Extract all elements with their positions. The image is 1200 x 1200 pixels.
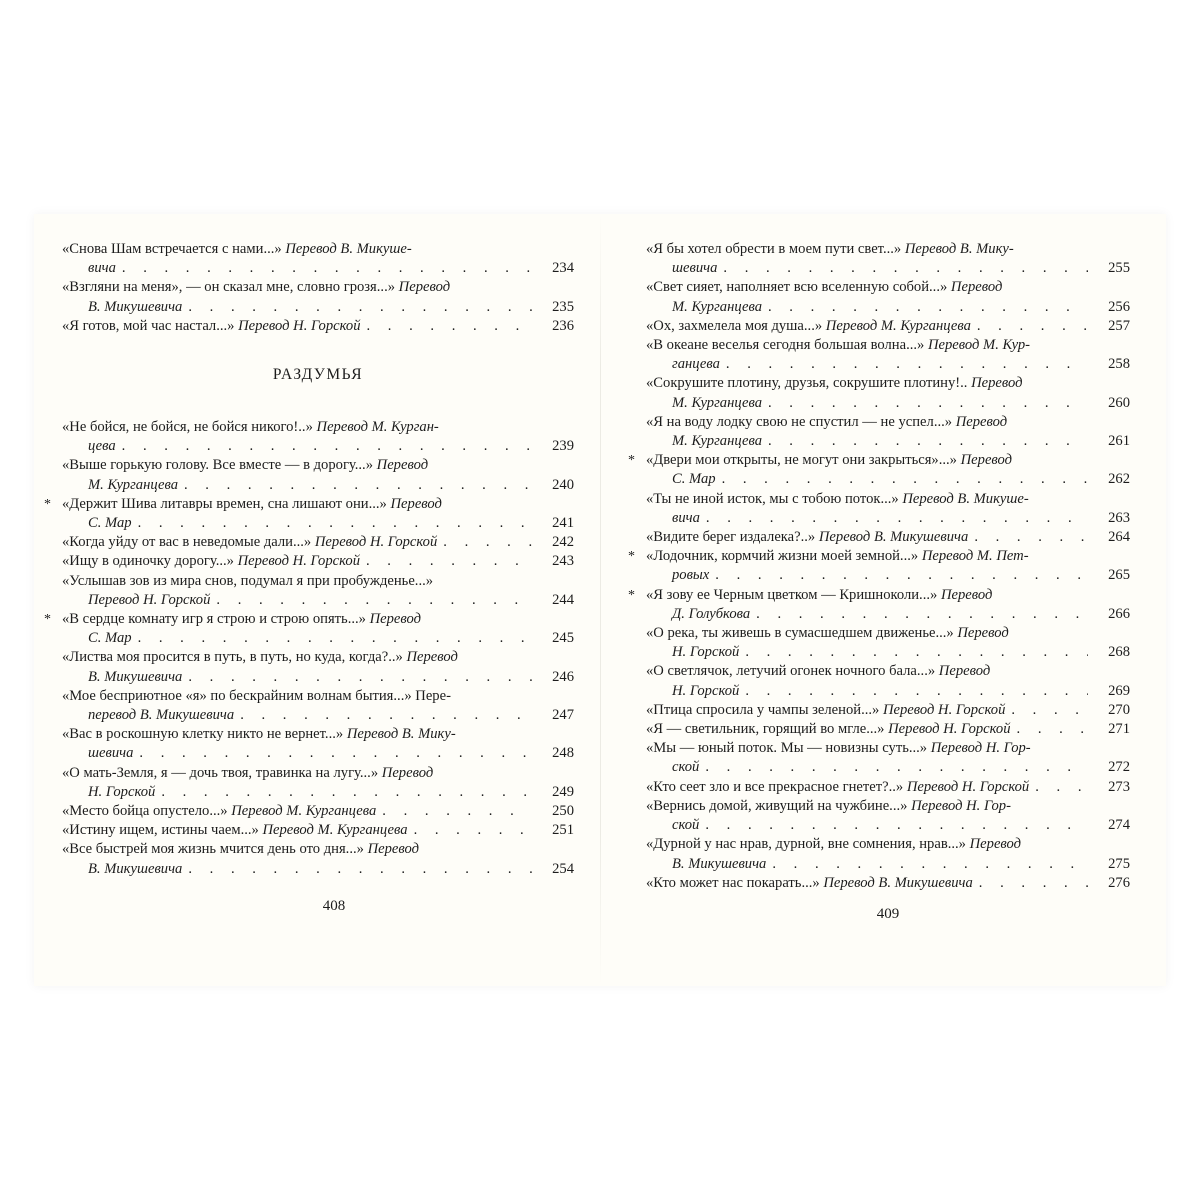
toc-entry-line <box>62 725 574 744</box>
leader-dots <box>974 528 1088 547</box>
toc-entry <box>62 240 574 278</box>
toc-entry-line <box>62 821 574 840</box>
toc-page-number: 261 <box>1108 433 1130 450</box>
leader-dots <box>122 437 532 456</box>
toc-entry <box>646 835 1130 873</box>
asterisk-mark: * <box>628 453 635 469</box>
leader-dots <box>414 821 532 840</box>
toc-page-number: 240 <box>552 476 574 493</box>
toc-entry-line <box>646 374 1130 393</box>
toc-entry-text: В. Микушевича <box>88 298 183 315</box>
toc-entry-line <box>62 317 574 336</box>
toc-entry-line <box>62 552 574 571</box>
leader-dots <box>723 259 1088 278</box>
toc-entry-text: «Когда уйду от вас в неведомые дали...» Перевод Н. Горской <box>62 534 438 551</box>
leader-dots <box>240 706 532 725</box>
toc-entry <box>646 413 1130 451</box>
toc-entry-text: Перевод Н. Горской <box>88 591 211 608</box>
toc-entry-line <box>62 259 574 278</box>
toc-page-number: 276 <box>1108 874 1130 891</box>
right-page-number: 409 <box>876 906 900 922</box>
toc-entry-line <box>646 451 1130 470</box>
toc-entry <box>628 586 1130 624</box>
toc-entry-line <box>62 514 574 533</box>
toc-page-number: 250 <box>552 803 574 820</box>
toc-entry-text: «Место бойца опустело...» Перевод М. Курганцева <box>62 803 377 820</box>
toc-entry-line <box>646 413 1130 432</box>
leader-dots <box>216 591 532 610</box>
toc-entry <box>62 572 574 610</box>
toc-page-number: 269 <box>1108 682 1130 699</box>
toc-page-number: 275 <box>1108 855 1130 872</box>
toc-entry-line <box>646 758 1130 777</box>
toc-entry-text: «Я готов, мой час настал...» Перевод Н. Горской <box>62 317 361 334</box>
toc-entry <box>62 764 574 802</box>
toc-entry-line <box>646 662 1130 681</box>
toc-entry-text: «Двери мои открыты, не могут они закрыться»...» Перевод <box>646 452 1013 469</box>
toc-page-number: 243 <box>552 553 574 570</box>
toc-page-number: 272 <box>1108 759 1130 776</box>
toc-entry <box>646 528 1130 547</box>
toc-entry-line <box>62 437 574 456</box>
toc-entry-text: шевича <box>672 260 718 277</box>
toc-entry-line <box>646 259 1130 278</box>
toc-entry <box>646 240 1130 278</box>
toc-entry-text: Д. Голубкова <box>672 605 751 622</box>
toc-page-number: 241 <box>552 515 574 532</box>
toc-page-number: 235 <box>552 298 574 315</box>
toc-entry-text: «Мы — юный поток. Мы — новизны суть...» Перевод Н. Гор- <box>646 740 1031 757</box>
toc-entry-line <box>646 739 1130 758</box>
toc-entry-text: ской <box>672 817 700 834</box>
toc-entry-line <box>646 317 1130 336</box>
toc-entry-line <box>646 566 1130 585</box>
toc-page-number: 257 <box>1108 317 1130 334</box>
toc-page-number: 265 <box>1108 567 1130 584</box>
toc-entry-text: «В океане веселья сегодня большая волна...» Перевод М. Кур- <box>646 337 1031 354</box>
toc-entry-line <box>62 298 574 317</box>
leader-dots <box>979 874 1088 893</box>
toc-page-number: 247 <box>552 707 574 724</box>
toc-entry <box>62 552 574 571</box>
toc-entry-line <box>646 240 1130 259</box>
toc-entry-line <box>62 764 574 783</box>
toc-entry <box>62 687 574 725</box>
toc-entry <box>62 456 574 494</box>
toc-entry-line <box>646 816 1130 835</box>
toc-page-number: 254 <box>552 860 574 877</box>
toc-page-number: 245 <box>552 630 574 647</box>
toc-entry-text: «Вернись домой, живущий на чужбине...» Перевод Н. Гор- <box>646 797 1011 814</box>
toc-entry <box>44 495 574 533</box>
toc-entry-text: «Держит Шива литавры времен, сна лишают они...» Перевод <box>62 495 442 512</box>
leader-dots <box>367 317 533 336</box>
toc-page-number: 256 <box>1108 298 1130 315</box>
toc-page-number: 266 <box>1108 605 1130 622</box>
leader-dots <box>745 682 1088 701</box>
toc-entry-text: Н. Горской <box>88 783 156 800</box>
toc-page-number: 262 <box>1108 471 1130 488</box>
leader-dots <box>366 552 532 571</box>
toc-entry <box>62 418 574 456</box>
toc-entry-line <box>62 476 574 495</box>
toc-entry-text: ской <box>672 759 700 776</box>
toc-entry-text: «Вас в роскошную клетку никто не вернет...» Перевод В. Мику- <box>62 726 456 743</box>
toc-entry-line <box>62 572 574 591</box>
toc-entry-line <box>646 778 1130 797</box>
leader-dots <box>768 394 1088 413</box>
toc-entry-text: «Кто сеет зло и все прекрасное гнетет?..» Перевод Н. Горской <box>646 778 1030 795</box>
leader-dots <box>706 509 1088 528</box>
toc-entry-line <box>646 278 1130 297</box>
leader-dots <box>184 476 532 495</box>
toc-entry <box>646 720 1130 739</box>
toc-entry-text: «Ищу в одиночку дорогу...» Перевод Н. Горской <box>62 553 360 570</box>
toc-entry-text: «Взгляни на меня», — он сказал мне, словно грозя...» Перевод <box>62 279 451 296</box>
toc-entry <box>62 725 574 763</box>
toc-entry-line <box>646 528 1130 547</box>
toc-page-number: 264 <box>1108 529 1130 546</box>
leader-dots <box>768 298 1088 317</box>
asterisk-mark: * <box>628 587 635 603</box>
toc-entry <box>62 840 574 878</box>
toc-entry <box>646 662 1130 700</box>
leader-dots <box>188 298 532 317</box>
toc-entry-line <box>62 495 574 514</box>
toc-entry-text: В. Микушевича <box>672 855 767 872</box>
toc-page-number: 268 <box>1108 644 1130 661</box>
leader-dots <box>138 514 532 533</box>
toc-entry-text: цева <box>88 438 116 455</box>
leader-dots <box>705 816 1088 835</box>
toc-entry-line <box>646 509 1130 528</box>
toc-entry-line <box>646 624 1130 643</box>
toc-entry-line <box>62 240 574 259</box>
toc-entry-text: «Все быстрей моя жизнь мчится день ото дня...» Перевод <box>62 841 419 858</box>
toc-entry-line <box>646 643 1130 662</box>
toc-entry-line <box>62 802 574 821</box>
toc-entry-line <box>646 874 1130 893</box>
toc-entry-text: «Не бойся, не бойся, не бойся никого!..» Перевод М. Курган- <box>62 419 439 436</box>
toc-entry-text: «Истину ищем, истины чаем...» Перевод М. Курганцева <box>62 822 408 839</box>
leader-dots <box>726 355 1088 374</box>
toc-entry-text: М. Курганцева <box>672 394 762 411</box>
toc-entry-text: М. Курганцева <box>672 298 762 315</box>
toc-page-number: 260 <box>1108 394 1130 411</box>
toc-entry <box>646 739 1130 777</box>
toc-entry-text: ганцева <box>672 356 720 373</box>
toc-entry-text: В. Микушевича <box>88 668 183 685</box>
toc-entry-text: «О река, ты живешь в сумасшедшем движенье...» Перевод <box>646 625 1009 642</box>
leader-dots <box>745 643 1088 662</box>
toc-entry-line <box>62 687 574 706</box>
toc-entry-line <box>646 605 1130 624</box>
toc-entry <box>62 278 574 316</box>
toc-entry <box>646 797 1130 835</box>
toc-entry-text: В. Микушевича <box>88 860 183 877</box>
leader-dots <box>122 259 532 278</box>
toc-entry <box>62 533 574 552</box>
toc-entry <box>646 336 1130 374</box>
toc-entry <box>628 547 1130 585</box>
toc-entry-text: ровых <box>672 567 710 584</box>
toc-entry-text: С. Мар <box>672 471 716 488</box>
toc-entry-text: вича <box>88 260 116 277</box>
toc-entry-text: «Я — светильник, горящий во мгле...» Перевод Н. Горской <box>646 721 1011 738</box>
leader-dots <box>705 758 1088 777</box>
toc-page-number: 263 <box>1108 509 1130 526</box>
toc-entry-line <box>646 394 1130 413</box>
toc-page-number: 251 <box>552 822 574 839</box>
toc-entry-text: «Я бы хотел обрести в моем пути свет...» Перевод В. Мику- <box>646 241 1014 257</box>
toc-page-number: 239 <box>552 438 574 455</box>
asterisk-mark: * <box>44 496 51 512</box>
toc-entry-line <box>646 586 1130 605</box>
toc-entry <box>44 610 574 648</box>
toc-entry-line <box>646 835 1130 854</box>
toc-page-number: 273 <box>1108 778 1130 795</box>
leader-dots <box>1035 778 1088 797</box>
leader-dots <box>977 317 1088 336</box>
toc-entry <box>628 451 1130 489</box>
toc-entry-text: «В сердце комнату игр я строю и строю опять...» Перевод <box>62 611 422 628</box>
toc-entry <box>62 821 574 840</box>
toc-entry-text: С. Мар <box>88 515 132 532</box>
toc-entries-main <box>44 418 574 879</box>
toc-entry-line <box>646 701 1130 720</box>
toc-entries-top <box>62 240 574 336</box>
toc-entry-line <box>62 840 574 859</box>
toc-entry-line <box>62 533 574 552</box>
leader-dots <box>715 566 1088 585</box>
leader-dots <box>139 744 532 763</box>
toc-entry <box>62 802 574 821</box>
toc-entries-right <box>628 240 1130 893</box>
toc-entry-text: «Кто может нас покарать...» Перевод В. Микушевича <box>646 874 973 891</box>
toc-entry-text: «Услышав зов из мира снов, подумал я при пробужденье...» <box>62 572 434 589</box>
toc-page-number: 242 <box>552 534 574 551</box>
asterisk-mark: * <box>44 612 51 628</box>
leader-dots <box>138 629 532 648</box>
toc-entry-line <box>62 706 574 725</box>
toc-entry-text: М. Курганцева <box>672 433 762 450</box>
toc-entry-text: «Ох, захмелела моя душа...» Перевод М. Курганцева <box>646 317 971 334</box>
toc-page-number: 248 <box>552 745 574 762</box>
toc-entry-text: «Птица спросила у чампы зеленой...» Перевод Н. Горской <box>646 701 1006 718</box>
toc-entry-text: «Ты не иной исток, мы с тобою поток...» Перевод В. Микуше- <box>646 490 1029 507</box>
toc-entry-line <box>646 355 1130 374</box>
toc-entry-line <box>646 490 1130 509</box>
toc-entry-line <box>62 668 574 687</box>
toc-page-number: 270 <box>1108 701 1130 718</box>
toc-page-number: 234 <box>552 260 574 277</box>
toc-entry <box>646 490 1130 528</box>
leader-dots <box>772 855 1088 874</box>
right-page <box>628 240 1130 893</box>
toc-page-number: 258 <box>1108 356 1130 373</box>
toc-entry-line <box>646 855 1130 874</box>
leader-dots <box>1011 701 1088 720</box>
toc-entry <box>646 317 1130 336</box>
leader-dots <box>768 432 1088 451</box>
toc-entry-line <box>62 456 574 475</box>
toc-entry-text: «Я на воду лодку свою не спустил — не успел...» Перевод <box>646 413 1008 430</box>
toc-page-number: 244 <box>552 591 574 608</box>
toc-entry-line <box>62 744 574 763</box>
toc-entry-text: вича <box>672 509 700 526</box>
leader-dots <box>722 470 1088 489</box>
toc-page-number: 274 <box>1108 817 1130 834</box>
leader-dots <box>382 802 532 821</box>
toc-entry <box>62 317 574 336</box>
toc-entry-line <box>646 336 1130 355</box>
left-page <box>44 240 574 879</box>
toc-entry-line <box>62 418 574 437</box>
toc-entry-line <box>62 860 574 879</box>
toc-entry-line <box>646 432 1130 451</box>
toc-entry-text: «Дурной у нас нрав, дурной, вне сомнения, нрав...» Перевод <box>646 836 1022 853</box>
toc-entry-text: «О мать-Земля, я — дочь твоя, травинка на лугу...» Перевод <box>62 764 434 781</box>
section-title: РАЗДУМЬЯ <box>272 366 364 384</box>
toc-entry-line <box>62 278 574 297</box>
toc-entry-text: «Свет сияет, наполняет всю вселенную собой...» Перевод <box>646 279 1003 296</box>
toc-entry-line <box>646 682 1130 701</box>
toc-entry-text: перевод В. Микушевича <box>88 707 235 724</box>
toc-entry-line <box>62 591 574 610</box>
toc-entry-text: «Снова Шам встречается с нами...» Перевод В. Микуше- <box>62 241 412 257</box>
toc-page-number: 246 <box>552 668 574 685</box>
toc-entry <box>646 874 1130 893</box>
asterisk-mark: * <box>628 549 635 565</box>
leader-dots <box>161 783 532 802</box>
toc-entry-text: Н. Горской <box>672 682 740 699</box>
book-gutter <box>600 214 601 986</box>
toc-page-number: 249 <box>552 783 574 800</box>
toc-entry-text: «Лодочник, кормчий жизни моей земной...» Перевод М. Пет- <box>646 548 1029 565</box>
toc-entry-line <box>62 783 574 802</box>
toc-entry <box>646 778 1130 797</box>
toc-entry-text: «Листва моя просится в путь, в путь, но куда, когда?..» Перевод <box>62 649 458 666</box>
toc-page-number: 271 <box>1108 721 1130 738</box>
toc-entry-text: «Сокрушите плотину, друзья, сокрушите плотину!.. Перевод <box>646 375 1023 392</box>
toc-page-number: 255 <box>1108 260 1130 277</box>
toc-entry-text: шевича <box>88 745 134 762</box>
toc-entry <box>646 374 1130 412</box>
toc-page-number: 236 <box>552 317 574 334</box>
toc-entry-line <box>646 720 1130 739</box>
toc-entry-text: «Я зову ее Черным цветком — Кришноколи...» Перевод <box>646 586 993 603</box>
toc-entry <box>646 701 1130 720</box>
toc-entry-text: «Выше горькую голову. Все вместе — в дорогу...» Перевод <box>62 457 429 474</box>
toc-entry-text: М. Курганцева <box>88 476 178 493</box>
toc-entry-line <box>62 648 574 667</box>
toc-entry-line <box>646 470 1130 489</box>
toc-entry <box>62 648 574 686</box>
toc-entry-line <box>646 547 1130 566</box>
toc-entry-line <box>646 797 1130 816</box>
toc-entry-line <box>62 629 574 648</box>
toc-entry-text: «Видите берег издалека?..» Перевод В. Микушевича <box>646 529 969 546</box>
toc-entry-text: «О светлячок, летучий огонек ночного бала...» Перевод <box>646 663 991 680</box>
toc-entry-text: «Мое бесприютное «я» по бескрайним волнам бытия...» Пере- <box>62 687 451 704</box>
leader-dots <box>443 533 532 552</box>
leader-dots <box>188 860 532 879</box>
book-spread <box>34 214 1166 986</box>
toc-entry-text: Н. Горской <box>672 644 740 661</box>
toc-entry-line <box>62 610 574 629</box>
left-page-number: 408 <box>322 898 346 914</box>
toc-entry-text: С. Мар <box>88 630 132 647</box>
toc-entry-line <box>646 298 1130 317</box>
toc-entry <box>646 624 1130 662</box>
leader-dots <box>1017 720 1088 739</box>
leader-dots <box>756 605 1088 624</box>
leader-dots <box>188 668 532 687</box>
toc-entry <box>646 278 1130 316</box>
